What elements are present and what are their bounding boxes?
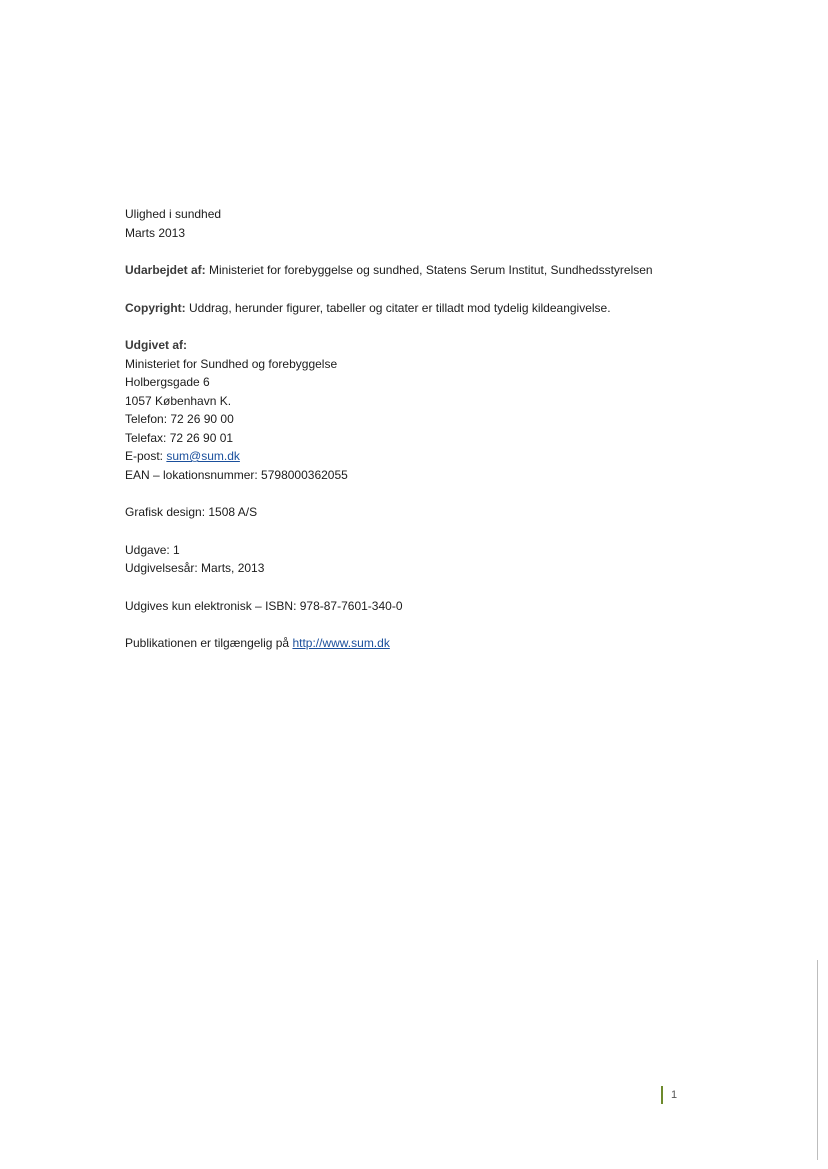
document-title: Ulighed i sundhed [125,207,222,221]
footer-accent-bar [661,1086,663,1104]
email-prefix: E-post: [125,449,167,463]
copyright-text: Uddrag, herunder figurer, tabeller og citater er tilladt mod tydelig kildeangivelse. [185,300,611,315]
colophon [125,205,765,653]
scan-edge-line [817,960,818,1160]
prepared-by-label: Udarbejdet af: [125,263,206,277]
page-number: 1 [671,1089,678,1101]
graphic-design: Grafisk design: 1508 A/S [125,505,258,519]
edition-version: Udgave: 1 [125,542,180,557]
page-footer [661,1085,677,1105]
availability-text: Publikationen er tilgængelig på [125,636,293,650]
publisher-label: Udgivet af: [125,338,188,352]
availability-line [125,634,765,653]
copyright-line [125,299,765,318]
copyright-label: Copyright: [125,300,186,315]
edition-year: Udgivelsesår: Marts, 2013 [125,561,265,575]
document-date: Marts 2013 [125,225,186,240]
publisher-city: 1057 København K. [125,393,232,408]
publisher-fax: Telefax: 72 26 90 01 [125,430,234,445]
publisher-ean: EAN – lokationsnummer: 5798000362055 [125,467,348,482]
publisher-name: Ministeriet for Sundhed og forebyggelse [125,356,338,371]
publisher-street: Holbergsgade 6 [125,375,210,389]
isbn-line: Udgives kun elektronisk – ISBN: 978-87-7601-340-0 [125,598,403,613]
publisher-phone: Telefon: 72 26 90 00 [125,412,234,426]
prepared-by-line [125,261,765,280]
publisher-email-line [125,447,765,466]
email-link[interactable]: sum@sum.dk [166,449,240,463]
website-link[interactable]: http://www.sum.dk [292,636,390,650]
prepared-by-text: Ministeriet for forebyggelse og sundhed, Statens Serum Institut, Sundhedsstyrelsen [205,263,653,277]
